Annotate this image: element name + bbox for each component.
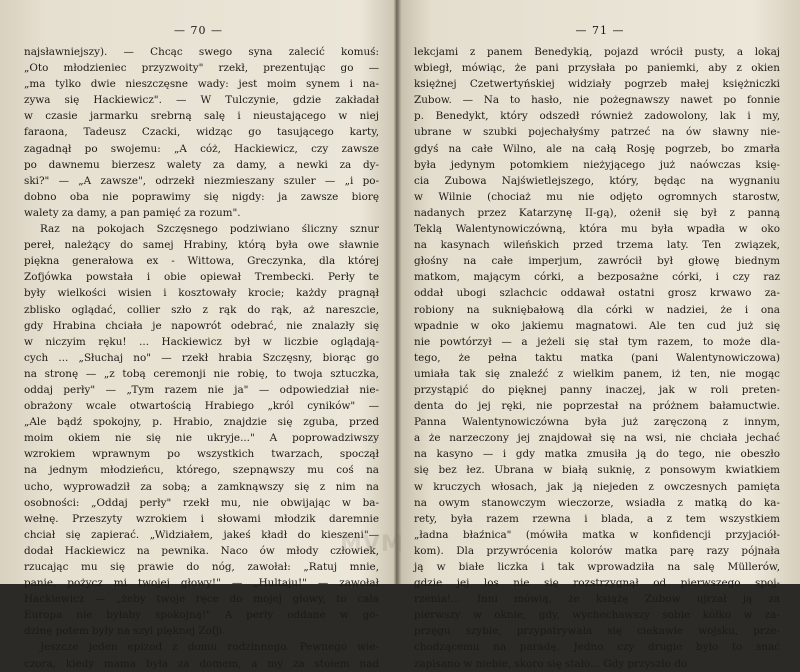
text-line: lekcjami z panem Benedykią, pojazd wrócił pusty, a lokaj <box>414 46 780 58</box>
text-line: nie powtórzył — a jeżeli się stał tym razem, to może dla- <box>414 335 780 348</box>
left-page-text <box>24 44 379 672</box>
text-line: tego, że pełna taktu matka (pani Walentynowiczowa) <box>414 351 780 364</box>
text-line: Hackiewicz — „żeby twoje ręce do mojej głowy, to cała <box>24 593 379 606</box>
text-line: Zofjówka powstała i obie opiewał Trembecki. Perły te <box>24 271 379 284</box>
text-line: osobności: „Oddaj perły" rzekł mu, nie obwijając w ba- <box>24 496 379 509</box>
text-line: panie, pożycz mi twojej głowy!" — „Hultaju!" — zawołał <box>24 577 379 590</box>
text-line: dobno oba nie poprawimy się nigdy: ja zawsze biorę <box>24 190 379 203</box>
watermark-logo: MVM <box>340 532 404 557</box>
text-line: Zubow. — Na to hasło, nie pożegnawszy nawet po fonnie <box>414 94 780 107</box>
text-line: po dawnemu bierzesz walety za damy, a newki za dy- <box>24 158 379 171</box>
text-line: matkom, mającym córki, a bezposażne córki, i czy raz <box>414 271 780 284</box>
text-line: cia Zubowa Najświetlejszego, który, będąc na wygnaniu <box>414 174 780 187</box>
text-line: a że narzeczony jej znajdował się na wsi, nie chciała jechać <box>414 432 780 445</box>
text-line: obrażony wcale otwartością Hrabiego „król cyników" — <box>24 400 379 413</box>
text-line: „Ale bądź spokojny, p. Hrabio, znajdzie się zguba, przed <box>24 416 379 429</box>
text-line: p. Benedykt, który odszedł również zadowolony, lak i my, <box>414 110 780 123</box>
text-line: umiała tak się znaleźć z wielkim panem, iż ten, nie mogąc <box>414 367 780 380</box>
text-line: „Oto młodzieniec przyzwoity" rzekł, prezentując go — <box>24 62 379 75</box>
text-line: gdy Hrabina chciała je napowrót odebrać, nie znalazły się <box>24 319 379 332</box>
text-line: chciał się zapierać. „Widziałem, jakeś kładł do kieszeni"— <box>24 528 379 541</box>
text-line: cych ... „Słuchaj no" — rzekł hrabia Szczęsny, biorąc go <box>24 351 379 364</box>
page-number-left: — 70 — <box>174 24 223 37</box>
text-line: na kasyno — i gdy matka zmusiła ją do tego, nie obeszło <box>414 448 780 461</box>
text-line: wzrokiem wprawnym po wszystkich twarzach, spoczął <box>24 448 379 461</box>
text-line: na stronę — „z tobą ceremonji nie robię, to twoja sztuczka, <box>24 367 379 380</box>
text-line: głośny na całe imperjum, zawrócił był głowę biednym <box>414 255 780 268</box>
text-line: moim okiem nie się nie ukryje..." A poprowadziwszy <box>24 432 379 445</box>
text-line: kom). Dla przywrócenia kolorów matka parę razy pójnała <box>414 544 780 557</box>
text-line: Raz na pokojach Szczęsnego podziwiano śliczny sznur <box>40 223 379 236</box>
text-line: zblisko oglądać, collier szło z rąk do rąk, aż nareszcie, <box>24 303 379 316</box>
text-line: piękna generałowa ex - Wittowa, Greczynka, dla której <box>24 255 379 268</box>
right-page <box>400 0 800 670</box>
text-line: się bez łez. Ubrana w białą suknię, z ponsowym kwiatkiem <box>414 464 780 477</box>
text-line: była jedynym potomkiem nieżyjącego już naówczas księ- <box>414 158 780 171</box>
text-line: w czasie jarmarku srebrną salę i nieustającego w niej <box>24 110 379 123</box>
text-line: wełnę. Przeszyty wzrokiem i słowami młodzik daremnie <box>24 512 379 525</box>
text-line: zagadnął po swojemu: „A cóż, Hackiewicz, czy zawsze <box>24 142 379 155</box>
text-line: rzucając mu się prawie do nóg, zawołał: „Ratuj mnie, <box>24 561 379 573</box>
right-page-text <box>414 44 780 672</box>
text-line: na kasynach wileńskich przed trzema laty. Ten związek, <box>414 239 780 252</box>
page-number-right: — 71 — <box>575 24 625 37</box>
text-line: wpadnie w oko jakiemu magnatowi. Ale ten cud już się <box>414 319 780 332</box>
text-line: na owym stanowczym wieczorze, wsiadła z matką do ka- <box>414 496 780 509</box>
text-line: oddał ubogi szlachcic oddawał ostatni grosz krwawo za- <box>414 287 780 300</box>
text-line: „ładna błaźnica" (mówiła matka w konfidencji przyjaciół- <box>414 528 780 541</box>
text-line: zapisano w niebie, skoro się stało... Gdy przyszło do <box>414 657 688 670</box>
text-line: dzinę potem były na szyi pięknej Zofji. <box>24 625 226 638</box>
text-line: gdyś na całe Wilno, ale na całą Rosję pogrzeb, bo zmarła <box>414 142 780 155</box>
text-line: dodał Hackiewicz na pewnika. Naco ów młody człowiek, <box>24 544 379 557</box>
text-line: zywa się Hackiewicz". — W Tulczynie, gdzie zakładał <box>24 94 379 107</box>
text-line: rzenia!... Inni mówią, że książę Zubow ujrzał ją za <box>414 593 780 606</box>
text-line: pereł, należący do samej Hrabiny, którą była owe sławnie <box>24 239 379 252</box>
text-line: księżnej Czetwertyńskiej widziały pogrzeb małej księżniczki <box>414 78 780 91</box>
text-line: „ma tylko dwie nieszczęsne wady: jest moim synem i na- <box>24 78 379 91</box>
text-line: faraona, Tadeusz Czacki, widząc go tasującego karty, <box>24 126 379 139</box>
text-line: najsławniejszy). — Chcąc swego syna zalecić komuś: <box>24 46 379 58</box>
text-line: oddaj perły" — „Tym razem nie ja" — odpowiedział nie- <box>24 383 379 396</box>
text-line: ubrane w szubki pojechałyśmy patrzeć na ów sławny nie- <box>414 126 780 139</box>
text-line: nadanych przez Katarzynę II-gą), ożenił się był z panną <box>414 206 780 219</box>
text-line: walety za damy, a pan pamięć za rozum". <box>24 206 241 219</box>
text-line: były wielkości wisien i kosztowały krocie; każdy pragnął <box>24 287 379 300</box>
text-line: Panna Walentynowiczówna była już zaręczoną z innym, <box>414 416 780 429</box>
text-line: w niczyim ręku! ... Hackiewicz był w liczbie oglądają- <box>24 335 379 348</box>
text-line: ski?" — „A zawsze", odrzekł niezmieszany szuler — „i po- <box>24 174 379 187</box>
text-line: Teklą Walentynowiczówną, która mu była wpadła w oko <box>414 223 780 236</box>
text-line: robiony na sukniębałową dla córki w nadziei, że i ona <box>414 303 780 316</box>
text-line: wbiegł, mówiąc, że pani przysłała po paniemki, aby z okien <box>414 62 780 75</box>
text-line: gdzie jej los nie się rozstrzygnął od pierwszego spoj- <box>414 577 780 590</box>
text-line: pierwszy w oknie, gdy, wychechawszy sobie kółko w za- <box>414 609 780 622</box>
text-line: w kruczych włosach, jak ją niejeden z owczesnych pamięta <box>414 480 780 493</box>
text-line: Jeszcze jeden epizod z domu rodzinnego. Pewnego wie- <box>40 641 379 654</box>
text-line: na jednym młodzieńcu, którego, szepnąwszy mu coś na <box>24 464 379 477</box>
text-line: ucho, wyprowadził za sobą; a zamknąwszy się z nim na <box>24 480 379 493</box>
text-line: rety, była razem rzewna i blada, a z tem wszystkiem <box>414 512 780 525</box>
left-page <box>0 0 397 670</box>
text-line: chodzącemu na paradę. Jedno czy drugie było to snać <box>414 641 780 654</box>
text-line: w Wilnie (chociaż mu nie odjęto ogromnych starostw, <box>414 190 780 203</box>
text-line: Europa nie byłaby spokojną!" A perły oddane w go- <box>24 609 379 622</box>
text-line: przęgu szybie, przypatrywała się ciekawie wojsku, prze- <box>414 625 780 638</box>
text-line: przystąpić do pięknej panny inaczej, jak w roli preten- <box>414 383 780 396</box>
text-line: ją w białe liczka i tak wprowadziła na salę Müllerów, <box>414 561 780 573</box>
text-line: denta do jej ręki, nie poprzestał na próżnem bałamuctwie. <box>414 400 780 413</box>
text-line: czora, kiedy mama była za domem, a my za stołem nad <box>24 657 379 670</box>
